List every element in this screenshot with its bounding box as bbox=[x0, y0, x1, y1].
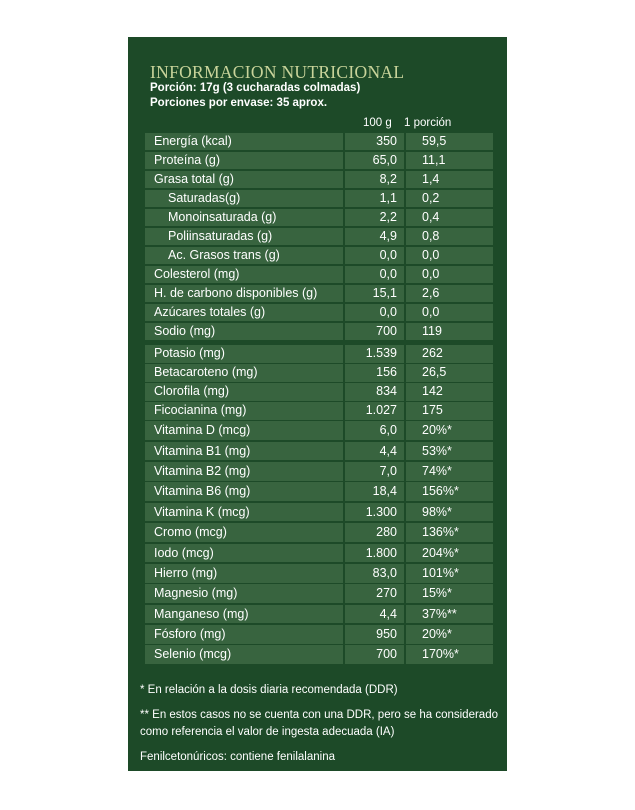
nutrient-name: Vitamina B6 (mg) bbox=[145, 482, 343, 501]
value-per-100g: 280 bbox=[345, 523, 404, 542]
nutrition-title: INFORMACION NUTRICIONAL bbox=[150, 62, 405, 82]
value-per-portion: 170%* bbox=[406, 645, 493, 664]
table-row bbox=[145, 345, 493, 362]
value-per-100g: 4,9 bbox=[345, 228, 404, 245]
value-per-100g: 700 bbox=[345, 645, 404, 664]
table-row bbox=[145, 383, 493, 400]
value-per-portion: 11,1 bbox=[406, 152, 493, 169]
value-per-portion: 0,0 bbox=[406, 304, 493, 321]
nutrient-name: Fósforo (mg) bbox=[145, 625, 343, 644]
nutrient-name: Grasa total (g) bbox=[145, 171, 343, 188]
table-row bbox=[145, 523, 493, 542]
value-per-100g: 18,4 bbox=[345, 482, 404, 501]
value-per-portion: 0,4 bbox=[406, 209, 493, 226]
column-header-100g: 100 g bbox=[363, 117, 392, 129]
value-per-portion: 20%* bbox=[406, 421, 493, 440]
value-per-portion: 136%* bbox=[406, 523, 493, 542]
value-per-100g: 0,0 bbox=[345, 266, 404, 283]
value-per-100g: 7,0 bbox=[345, 462, 404, 481]
nutrient-name: Colesterol (mg) bbox=[145, 266, 343, 283]
table-row bbox=[145, 564, 493, 583]
footnote-ia: ** En estos casos no se cuenta con una DDR, pero se ha considerado como referencia el valor de ingesta adecuada (IA) bbox=[140, 709, 498, 738]
nutrient-name: H. de carbono disponibles (g) bbox=[145, 285, 343, 302]
nutrient-name: Selenio (mcg) bbox=[145, 645, 343, 664]
table-row bbox=[145, 152, 493, 169]
value-per-100g: 4,4 bbox=[345, 605, 404, 624]
nutrition-table bbox=[145, 133, 493, 666]
value-per-100g: 4,4 bbox=[345, 442, 404, 461]
nutrient-name: Vitamina B2 (mg) bbox=[145, 462, 343, 481]
table-row bbox=[145, 503, 493, 522]
table-row bbox=[145, 133, 493, 150]
nutrient-name: Saturadas(g) bbox=[145, 190, 343, 207]
table-row bbox=[145, 605, 493, 624]
value-per-100g: 83,0 bbox=[345, 564, 404, 583]
value-per-portion: 0,0 bbox=[406, 266, 493, 283]
table-row bbox=[145, 482, 493, 501]
nutrient-name: Hierro (mg) bbox=[145, 564, 343, 583]
table-row bbox=[145, 442, 493, 461]
nutrient-name: Clorofila (mg) bbox=[145, 383, 343, 400]
value-per-100g: 950 bbox=[345, 625, 404, 644]
nutrient-name: Magnesio (mg) bbox=[145, 584, 343, 603]
value-per-100g: 8,2 bbox=[345, 171, 404, 188]
nutrient-name: Ac. Grasos trans (g) bbox=[145, 247, 343, 264]
value-per-100g: 1.300 bbox=[345, 503, 404, 522]
value-per-100g: 15,1 bbox=[345, 285, 404, 302]
table-row bbox=[145, 285, 493, 302]
nutrient-name: Potasio (mg) bbox=[145, 345, 343, 362]
table-row bbox=[145, 645, 493, 664]
nutrient-name: Proteína (g) bbox=[145, 152, 343, 169]
value-per-portion: 0,8 bbox=[406, 228, 493, 245]
value-per-100g: 6,0 bbox=[345, 421, 404, 440]
column-header-portion: 1 porción bbox=[404, 117, 452, 129]
value-per-100g: 270 bbox=[345, 584, 404, 603]
table-row bbox=[145, 364, 493, 381]
table-row bbox=[145, 421, 493, 440]
nutrient-name: Vitamina K (mcg) bbox=[145, 503, 343, 522]
table-row bbox=[145, 544, 493, 563]
value-per-100g: 65,0 bbox=[345, 152, 404, 169]
value-per-100g: 1.539 bbox=[345, 345, 404, 362]
value-per-100g: 1.800 bbox=[345, 544, 404, 563]
nutrient-name: Azúcares totales (g) bbox=[145, 304, 343, 321]
value-per-100g: 834 bbox=[345, 383, 404, 400]
value-per-portion: 74%* bbox=[406, 462, 493, 481]
value-per-100g: 700 bbox=[345, 323, 404, 340]
value-per-100g: 1.027 bbox=[345, 402, 404, 419]
nutrient-name: Betacaroteno (mg) bbox=[145, 364, 343, 381]
value-per-portion: 101%* bbox=[406, 564, 493, 583]
value-per-portion: 204%* bbox=[406, 544, 493, 563]
value-per-portion: 0,2 bbox=[406, 190, 493, 207]
table-row bbox=[145, 209, 493, 226]
value-per-portion: 15%* bbox=[406, 584, 493, 603]
footnote-phenylketonuric: Fenilcetonúricos: contiene fenilalanina bbox=[140, 751, 335, 763]
value-per-portion: 0,0 bbox=[406, 247, 493, 264]
value-per-portion: 262 bbox=[406, 345, 493, 362]
value-per-portion: 142 bbox=[406, 383, 493, 400]
table-row bbox=[145, 247, 493, 264]
nutrient-name: Vitamina D (mcg) bbox=[145, 421, 343, 440]
value-per-portion: 59,5 bbox=[406, 133, 493, 150]
value-per-portion: 119 bbox=[406, 323, 493, 340]
value-per-100g: 2,2 bbox=[345, 209, 404, 226]
nutrient-name: Manganeso (mg) bbox=[145, 605, 343, 624]
nutrient-name: Poliinsaturadas (g) bbox=[145, 228, 343, 245]
value-per-100g: 0,0 bbox=[345, 304, 404, 321]
value-per-100g: 0,0 bbox=[345, 247, 404, 264]
servings-per-container: Porciones por envase: 35 aprox. bbox=[150, 97, 328, 109]
value-per-portion: 53%* bbox=[406, 442, 493, 461]
value-per-portion: 2,6 bbox=[406, 285, 493, 302]
table-row bbox=[145, 171, 493, 188]
nutrient-name: Ficocianina (mg) bbox=[145, 402, 343, 419]
nutrient-name: Sodio (mg) bbox=[145, 323, 343, 340]
nutrient-name: Iodo (mcg) bbox=[145, 544, 343, 563]
table-row bbox=[145, 190, 493, 207]
value-per-100g: 1,1 bbox=[345, 190, 404, 207]
table-row bbox=[145, 266, 493, 283]
value-per-100g: 156 bbox=[345, 364, 404, 381]
value-per-portion: 26,5 bbox=[406, 364, 493, 381]
value-per-portion: 1,4 bbox=[406, 171, 493, 188]
value-per-portion: 37%** bbox=[406, 605, 493, 624]
table-row bbox=[145, 304, 493, 321]
portion-size: Porción: 17g (3 cucharadas colmadas) bbox=[150, 82, 361, 94]
table-row bbox=[145, 462, 493, 481]
table-row bbox=[145, 625, 493, 644]
nutrient-name: Cromo (mcg) bbox=[145, 523, 343, 542]
nutrient-name: Monoinsaturada (g) bbox=[145, 209, 343, 226]
table-row bbox=[145, 402, 493, 419]
value-per-portion: 20%* bbox=[406, 625, 493, 644]
value-per-100g: 350 bbox=[345, 133, 404, 150]
table-row bbox=[145, 228, 493, 245]
footnote-ddr: * En relación a la dosis diaria recomendada (DDR) bbox=[140, 684, 398, 696]
table-row bbox=[145, 584, 493, 603]
table-row bbox=[145, 323, 493, 340]
value-per-portion: 175 bbox=[406, 402, 493, 419]
nutrient-name: Energía (kcal) bbox=[145, 133, 343, 150]
footnotes bbox=[140, 682, 500, 774]
value-per-portion: 156%* bbox=[406, 482, 493, 501]
nutrient-name: Vitamina B1 (mg) bbox=[145, 442, 343, 461]
value-per-portion: 98%* bbox=[406, 503, 493, 522]
